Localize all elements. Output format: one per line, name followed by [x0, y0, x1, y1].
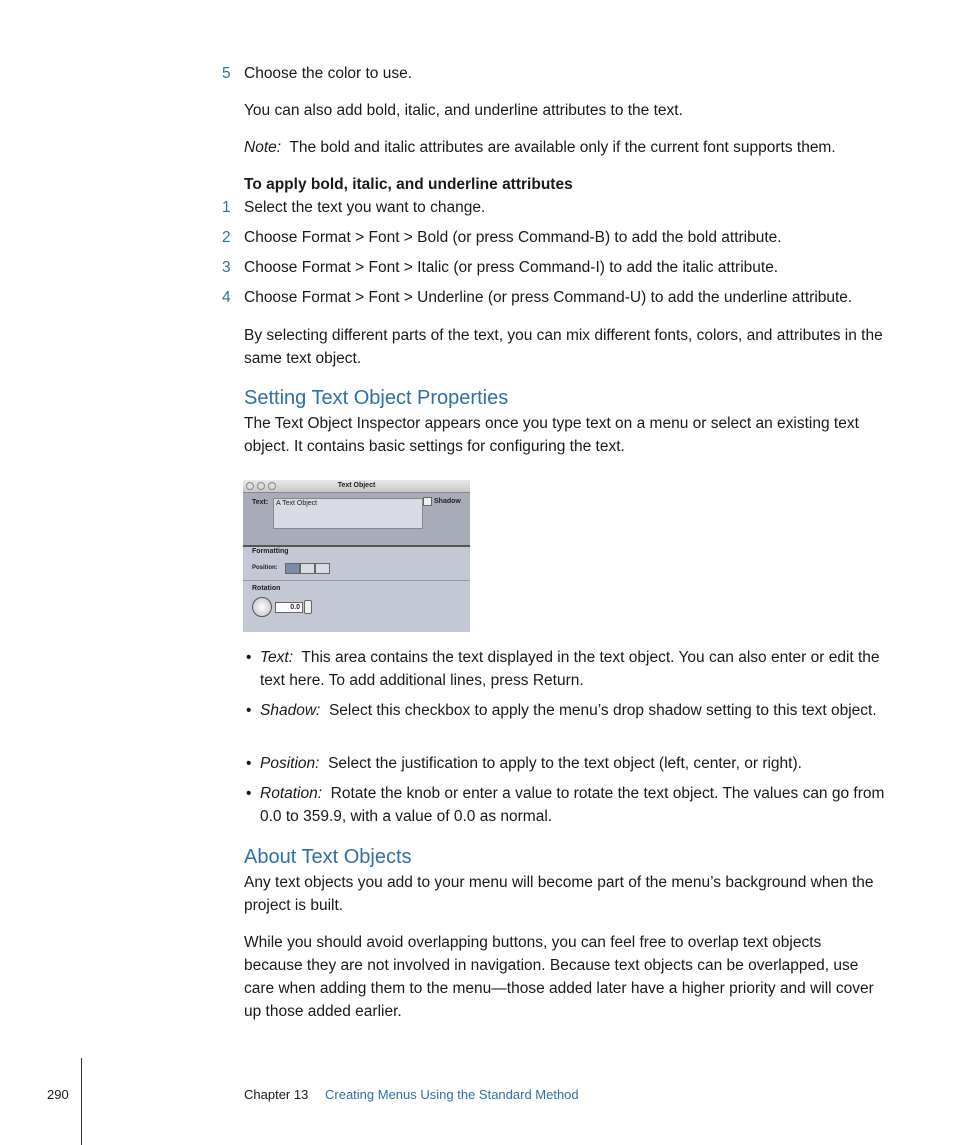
text-section — [243, 493, 470, 547]
step-number: 5 — [222, 65, 231, 82]
bullet: • — [246, 649, 252, 666]
shadow-label: Shadow — [434, 498, 461, 505]
inspector-title: Text Object — [337, 482, 376, 489]
step-text: Select the text you want to change. — [244, 199, 486, 216]
justification-buttons — [285, 563, 330, 574]
step-text: Choose Format > Font > Bold (or press Command-B) to add the bold attribute. — [244, 229, 782, 246]
term: Rotation: — [260, 785, 323, 802]
bullet: • — [246, 785, 252, 802]
note — [244, 136, 884, 159]
step-number: 3 — [222, 259, 231, 276]
rotation-field: 0.0 — [275, 602, 303, 613]
step-text: Choose Format > Font > Italic (or press Command-I) to add the italic attribute. — [244, 259, 779, 276]
section-heading: Setting Text Object Properties — [244, 387, 509, 409]
footer-chapter: Chapter 13 — [244, 1087, 309, 1102]
term: Shadow: — [260, 702, 321, 719]
task-heading: To apply bold, italic, and underline attributes — [244, 176, 573, 193]
step-text: Choose the color to use. — [244, 65, 413, 82]
desc: Rotate the knob or enter a value to rotate the text object. The values can go from 0.0 to 359.9, with a value of 0.0 as normal. — [260, 785, 885, 825]
paragraph: While you should avoid overlapping buttons, you can feel free to overlap text objects because they are not involved in navigation. Because text objects can be overlapped, use care when adding them to the menu—those added later have a higher priority and will cover up those added earlier. — [244, 934, 874, 1020]
paragraph: The Text Object Inspector appears once you type text on a menu or select an existing text object. It contains basic settings for configuring the text. — [244, 415, 859, 455]
formatting-label: Formatting — [252, 548, 289, 555]
text-object-inspector-screenshot — [243, 480, 470, 632]
bullet-text — [260, 699, 885, 722]
paragraph: By selecting different parts of the text, you can mix different fonts, colors, and attributes in the same text object. — [244, 327, 883, 367]
paragraph: Any text objects you add to your menu will become part of the menu’s background when the project is built. — [244, 874, 874, 914]
term: Position: — [260, 755, 320, 772]
note-label: Note: — [244, 139, 282, 156]
shadow-checkbox — [423, 497, 432, 506]
section-heading: About Text Objects — [244, 846, 412, 868]
bullet: • — [246, 702, 252, 719]
bullet-text — [260, 646, 885, 692]
step-number: 2 — [222, 229, 231, 246]
window-controls — [246, 482, 276, 490]
inspector-titlebar — [243, 480, 470, 493]
paragraph: You can also add bold, italic, and underline attributes to the text. — [244, 102, 683, 119]
step-number: 1 — [222, 199, 231, 216]
text-area: A Text Object — [273, 498, 423, 529]
step-text: Choose Format > Font > Underline (or press Command-U) to add the underline attribute. — [244, 289, 853, 306]
divider — [243, 580, 470, 581]
bullet: • — [246, 755, 252, 772]
bullet-text — [260, 782, 885, 828]
term: Text: — [260, 649, 294, 666]
desc: Select the justification to apply to the text object (left, center, or right). — [328, 755, 802, 772]
footer-chapter-title: Creating Menus Using the Standard Method — [325, 1087, 579, 1102]
page-number: 290 — [47, 1087, 69, 1102]
rotation-label: Rotation — [252, 585, 281, 592]
desc: This area contains the text displayed in the text object. You can also enter or edit the text here. To add additional lines, press Return. — [260, 649, 880, 689]
position-label: Position: — [252, 565, 278, 571]
note-text: The bold and italic attributes are available only if the current font supports them. — [289, 139, 836, 156]
text-label: Text: — [252, 499, 269, 506]
footer-rule — [81, 1058, 82, 1145]
stepper-icon — [304, 600, 312, 614]
rotation-knob-icon — [252, 597, 272, 617]
bullet-text — [260, 752, 885, 775]
desc: Select this checkbox to apply the menu’s drop shadow setting to this text object. — [328, 702, 877, 719]
step-number: 4 — [222, 289, 231, 306]
